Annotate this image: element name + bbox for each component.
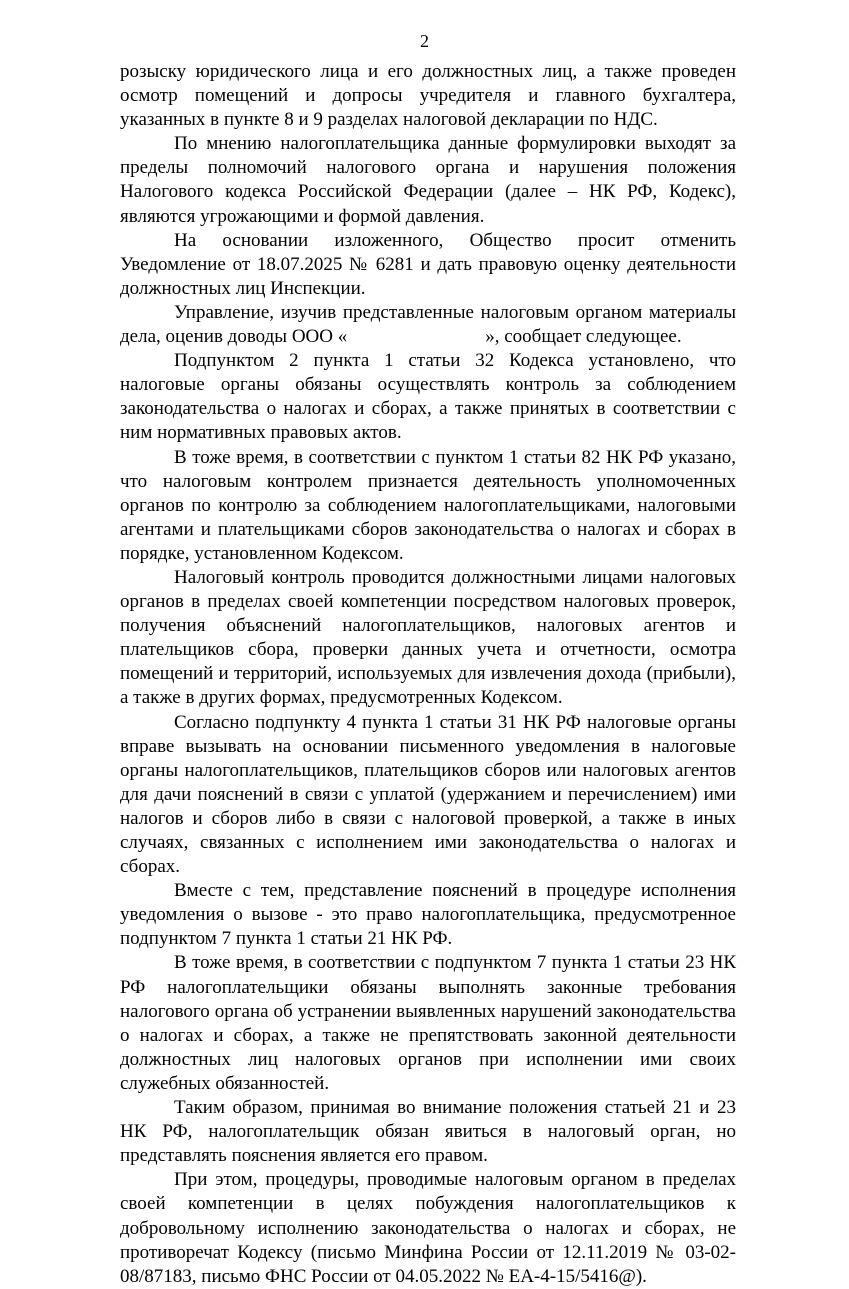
paragraph-article-32: Подпунктом 2 пункта 1 статьи 32 Кодекса установлено, что налоговые органы обязаны осуществлять контроль за соблюдением законодательства о налогах и сборах, а также принятых в соответствии с ним нормативных правовых актов. bbox=[120, 350, 736, 444]
paragraph-article-82: В тоже время, в соответствии с пунктом 1 статьи 82 НК РФ указано, что налоговым контролем признается деятельность уполномоченных органов по контролю за соблюдением налогоплательщиками, налоговыми агентами и плательщиками сборов законодательства о налогах и сборах в порядке, установленном Кодексом. bbox=[120, 446, 736, 564]
paragraph-article-31: Согласно подпункту 4 пункта 1 статьи 31 НК РФ налоговые органы вправе вызывать на основании письменного уведомления в налоговые органы налогоплательщиков, плательщиков сборов или налоговых агентов для дачи пояснений в связи с уплатой (удержанием и перечислением) ими налогов и сборов либо в связи с налоговой проверкой, а также в иных случаях, связанных с исполнением ими законодательства о налогах и сборах. bbox=[120, 711, 736, 878]
review-text-before: Управление, изучив представленные налоговым органом материалы дела, оценив доводы ООО « bbox=[120, 301, 736, 348]
page-number: 2 bbox=[420, 31, 429, 51]
paragraph-review bbox=[120, 301, 736, 349]
paragraph-article-23: В тоже время, в соответствии с подпунктом 7 пункта 1 статьи 23 НК РФ налогоплательщики обязаны выполнять законные требования налогового органа об устранении выявленных нарушений законодательства о налогах и сборах, а также не препятствовать законной деятельности должностных лиц налоговых органов при исполнении ими своих служебных обязанностей. bbox=[120, 952, 736, 1094]
paragraph-article-21: Вместе с тем, представление пояснений в процедуре исполнения уведомления о вызове - это право налогоплательщика, предусмотренное подпунктом 7 пункта 1 статьи 21 НК РФ. bbox=[120, 880, 736, 950]
paragraph-conclusion: Таким образом, принимая во внимание положения статьей 21 и 23 НК РФ, налогоплательщик обязан явиться в налоговый орган, но представлять пояснения является его правом. bbox=[120, 1097, 736, 1167]
document-body bbox=[120, 60, 736, 1289]
paragraph-taxpayer-opinion: По мнению налогоплательщика данные формулировки выходят за пределы полномочий налогового органа и нарушения положения Налогового кодекса Российской Федерации (далее – НК РФ, Кодекс), являются угрожающими и формой давления. bbox=[120, 133, 736, 227]
paragraph-tax-control: Налоговый контроль проводится должностными лицами налоговых органов в пределах своей компетенции посредством налоговых проверок, получения объяснений налогоплательщиков, налоговых агентов и плательщиков сбора, проверки данных учета и отчетности, осмотра помещений и территорий, используемых для извлечения дохода (прибыли), а также в других формах, предусмотренных Кодексом. bbox=[120, 566, 736, 709]
paragraph-procedures: При этом, процедуры, проводимые налоговым органом в пределах своей компетенции в целях побуждения налогоплательщиков к добровольному исполнению законодательства о налогах и сборах, не противоречат Кодексу (письмо Минфина России от 12.11.2019 № 03-02-08/87183, письмо ФНС России от 04.05.2022 № ЕА-4-15/5416@). bbox=[120, 1169, 736, 1287]
paragraph-continuation: розыску юридического лица и его должностных лиц, а также проведен осмотр помещений и допросы учредителя и главного бухгалтера, указанных в пункте 8 и 9 разделах налоговой декларации по НДС. bbox=[120, 61, 736, 131]
paragraph-request: На основании изложенного, Общество просит отменить Уведомление от 18.07.2025 № 6281 и дать правовую оценку деятельности должностных лиц Инспекции. bbox=[120, 229, 736, 299]
review-text-after: », сообщает следующее. bbox=[485, 326, 682, 348]
